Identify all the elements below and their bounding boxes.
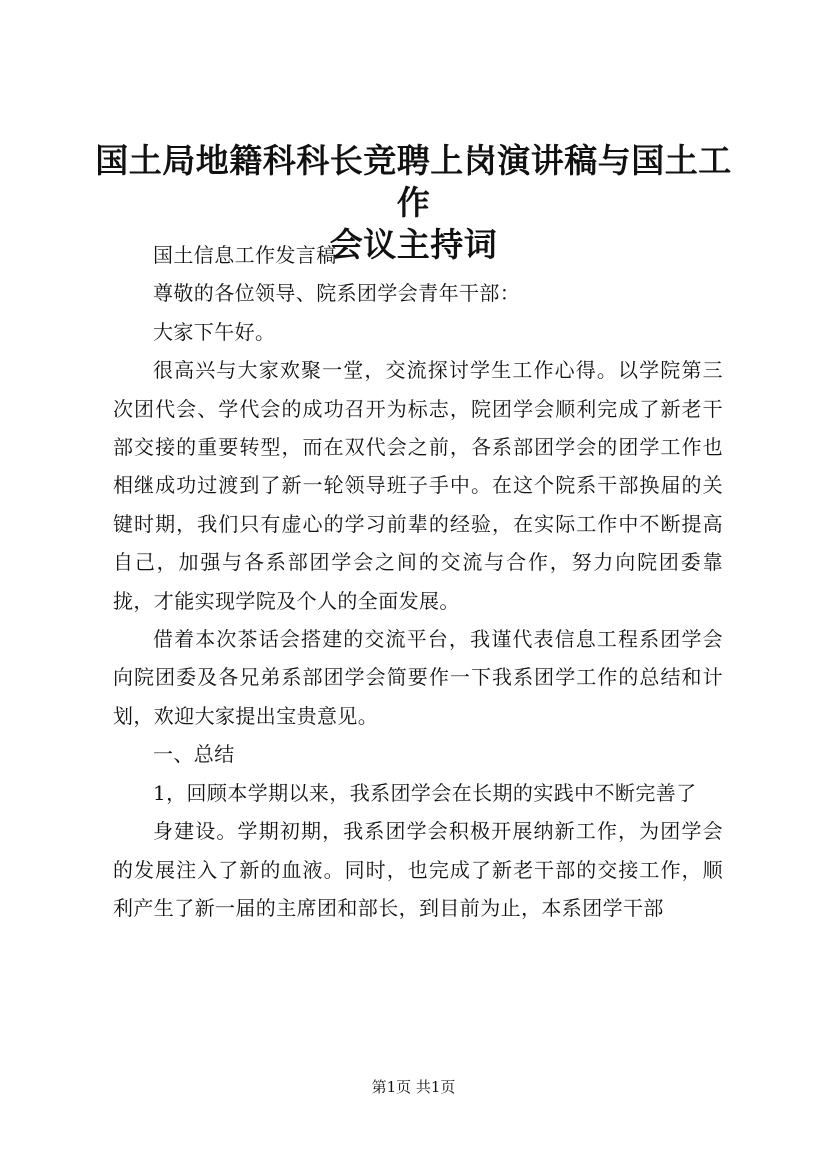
paragraph-salutation: 尊敬的各位领导、院系团学会青年干部： [153,281,521,306]
title-line-2: 会议主持词 [329,225,498,264]
paragraph-item-1: 1，回顾本学期以来，我系团学会在长期的实践中不断完善了 [153,780,697,805]
paragraph-purpose: 借着本次茶话会搭建的交流平台，我谨代表信息工程系团学会向院团委及各兄弟系部团学会简要作一下我系团学工作的总结和计划，欢迎大家提出宝贵意见。 [113,627,723,728]
paragraph-greeting: 大家下午好。 [153,319,276,344]
paragraph-continuation: 身建设。学期初期，我系团学会积极开展纳新工作，为团学会的发展注入了新的血液。同时，也完成了新老干部的交接工作，顺利产生了新一届的主席团和部长，到目前为止，本系团学干部 [113,819,723,920]
paragraph-heading: 国土信息工作发言稿 [153,243,337,267]
paragraph-intro: 很高兴与大家欢聚一堂，交流探讨学生工作心得。以学院第三次团代会、学代会的成功召开为标志，院团学会顺利完成了新老干部交接的重要转型，而在双代会之前，各系部团学会的团学工作也相继成功过渡到了新一轮领导班子手中。在这个院系干部换届的关键时期，我们只有虚心的学习前辈的经验，在实际工作中不断提高自己，加强与各系部团学会之间的交流与合作，努力向院团委靠拢，才能实现学院及个人的全面发展。 [113,358,723,613]
title-line-1: 国土局地籍科科长竞聘上岗演讲稿与国土工作 [95,141,732,222]
document-body [113,236,723,927]
page-footer: 第1页 共1页 [371,1078,456,1096]
section-heading-summary: 一、总结 [153,742,235,767]
